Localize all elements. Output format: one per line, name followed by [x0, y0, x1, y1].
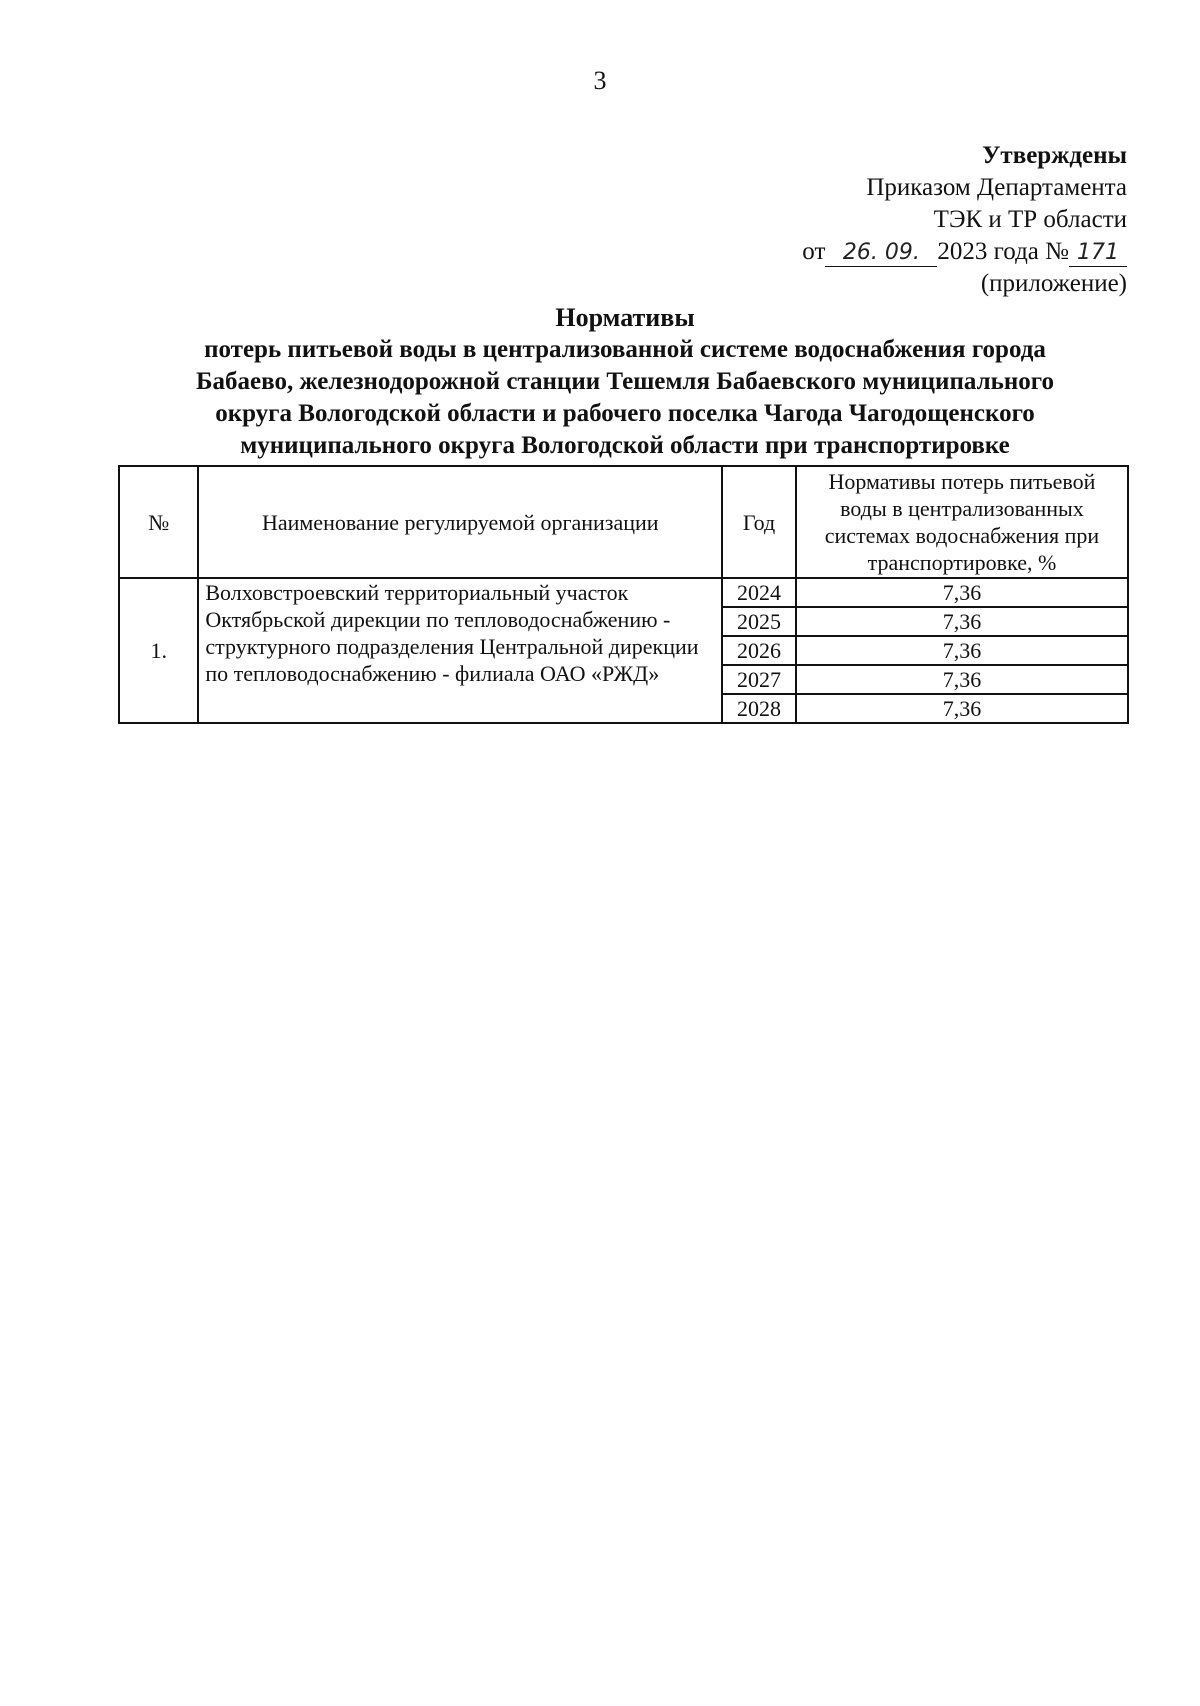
title-line-2: Бабаево, железнодорожной станции Тешемля Бабаевского муниципального: [196, 368, 1054, 395]
page-number: 3: [593, 66, 607, 95]
title-line-3: округа Вологодской области и рабочего поселка Чагода Чагодощенского: [215, 400, 1035, 427]
row-value: 7,36: [796, 607, 1128, 636]
handwritten-date: 26. 09.: [825, 240, 937, 267]
header-year: Год: [722, 466, 796, 578]
row-organization: Волховстроевский территориальный участок Октябрьской дирекции по тепловодоснабжению - структурного подразделения Центральной дирекции по тепловодоснабжению - филиала ОАО «РЖД»: [198, 578, 722, 723]
header-loss-norm: Нормативы потерь питьевой воды в централизованных системах водоснабжения при транспортировке, %: [796, 466, 1128, 578]
table-row: [119, 578, 1128, 607]
row-year: 2027: [722, 665, 796, 694]
title-main: Нормативы: [555, 303, 695, 332]
row-value: 7,36: [796, 636, 1128, 665]
approval-date-prefix: от: [802, 238, 826, 265]
row-year: 2025: [722, 607, 796, 636]
title-line-1: потерь питьевой воды в централизованной системе водоснабжения города: [204, 336, 1046, 363]
table-header-row: [119, 466, 1128, 578]
header-number: №: [119, 466, 198, 578]
header-organization: Наименование регулируемой организации: [198, 466, 722, 578]
row-year: 2024: [722, 578, 796, 607]
row-value: 7,36: [796, 578, 1128, 607]
approval-stamp: [802, 140, 1127, 300]
row-year: 2028: [722, 694, 796, 723]
approval-title: Утверждены: [982, 142, 1127, 169]
document-title: [120, 302, 1130, 462]
title-line-4: муниципального округа Вологодской области при транспортировке: [240, 432, 1010, 459]
norms-table: [118, 465, 1129, 724]
approval-order-line: Приказом Департамента: [866, 174, 1127, 201]
approval-department-line: ТЭК и ТР области: [933, 206, 1127, 233]
row-number: 1.: [119, 578, 198, 723]
approval-year-text: 2023 года №: [937, 238, 1069, 265]
handwritten-order-number: 171: [1069, 240, 1127, 267]
row-year: 2026: [722, 636, 796, 665]
approval-appendix-line: (приложение): [980, 270, 1127, 297]
row-value: 7,36: [796, 665, 1128, 694]
approval-date-line: [802, 236, 1127, 268]
row-value: 7,36: [796, 694, 1128, 723]
